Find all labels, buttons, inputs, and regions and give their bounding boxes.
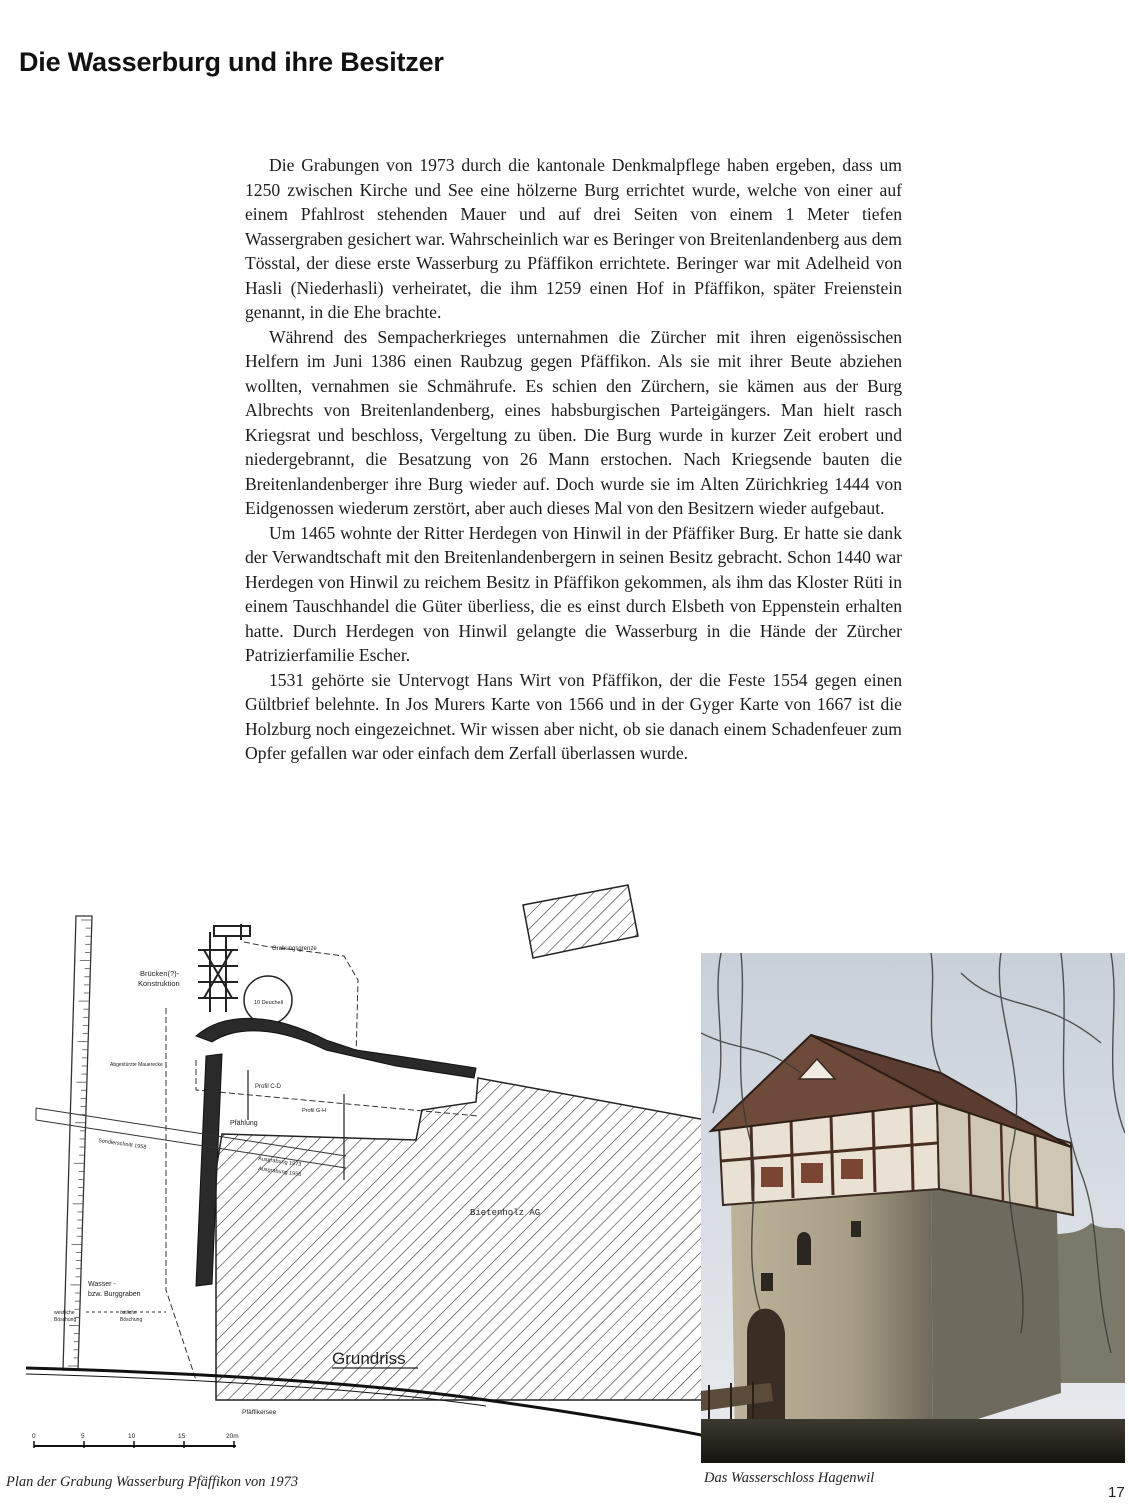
label-profil-cd: Profil C-D bbox=[255, 1084, 282, 1090]
scale-bar bbox=[34, 1441, 236, 1448]
label-grundriss: Grundriss bbox=[332, 1349, 406, 1368]
label-pfaehlung: Pfählung bbox=[230, 1120, 258, 1127]
label-deucheli: 10 Deucheli bbox=[254, 1000, 284, 1006]
label-westliche: westliche bbox=[54, 1310, 75, 1316]
scale-tick-label: 10 bbox=[128, 1433, 136, 1440]
survey-ruler bbox=[63, 916, 92, 1370]
label-bietenholz: Bietenholz AG bbox=[470, 1208, 541, 1218]
hatched-block-top bbox=[523, 885, 638, 958]
excavation-plan bbox=[26, 880, 706, 1455]
label-ausgrabung-1973: Ausgrabung 1973 bbox=[257, 1156, 302, 1169]
label-oestliche: östliche bbox=[120, 1310, 137, 1316]
photo-caption: Das Wasserschloss Hagenwil bbox=[704, 1470, 875, 1486]
label-ost-boeschung: Böschung bbox=[120, 1317, 143, 1323]
label-burggraben: bzw. Burggraben bbox=[88, 1291, 141, 1298]
article-paragraph: Die Grabungen von 1973 durch die kantonale Denkmalpflege haben ergeben, dass um 1250 zwischen Kirche und See eine hölzerne Burg errichtet wurde, welche von einer auf einem Pfahlrost stehenden Mauer und auf drei Seiten von einem 1 Meter tiefen Wassergraben gesichert war. Wahrscheinlich war es Beringer von Breitenlandenberg aus dem Tösstal, der diese erste Wasserburg zu Pfäffikon errichtete. Beringer war mit Adelheid von Hasli (Niederhasli) verheiratet, die ihm 1259 einen Hof in Pfäffikon, später Freienstein genannt, in die Ehe brachte. bbox=[245, 155, 902, 322]
label-mauerecke: Abgestürzte Mauerecke bbox=[110, 1062, 163, 1068]
scale-tick-label: 15 bbox=[178, 1433, 186, 1440]
article-body bbox=[245, 153, 902, 766]
label-konstruktion: Konstruktion bbox=[138, 979, 180, 988]
plan-caption: Plan der Grabung Wasserburg Pfäffikon von 1973 bbox=[6, 1474, 299, 1490]
hatched-building-area bbox=[216, 1078, 706, 1400]
label-pfaeffikersee: Pfäffikersee bbox=[242, 1409, 277, 1416]
label-ausgrabung-1958: Ausgrabung 1958 bbox=[257, 1166, 302, 1179]
label-profil-gh: Profil G-H bbox=[302, 1108, 327, 1114]
bridge-construction bbox=[198, 924, 250, 1012]
page-number: 17 bbox=[1108, 1484, 1125, 1501]
label-grabungsgrenze: Grabungsgrenze bbox=[272, 946, 317, 952]
label-wasser: Wasser - bbox=[88, 1281, 116, 1288]
page-title: Die Wasserburg und ihre Besitzer bbox=[19, 47, 444, 77]
scale-tick-label: 0 bbox=[32, 1433, 36, 1440]
castle-photo bbox=[701, 953, 1125, 1463]
scale-tick-label: 20m bbox=[226, 1433, 239, 1440]
article-paragraph: Um 1465 wohnte der Ritter Herdegen von Hinwil in der Pfäffiker Burg. Er hatte sie dank der Verwandtschaft mit den Breitenlandenbergern in seinen Besitz gebracht. Schon 1440 war Herdegen von Hinwil zu reichem Besitz in Pfäffikon gekommen, als ihm das Kloster Rüti in einem Tauschhandel die Güter überliess, die es einst durch Elsbeth von Eppenstein erhalten hatte. Durch Herdegen von Hinwil gelangte die Wasserburg in die Hände der Zürcher Patrizierfamilie Escher. bbox=[245, 522, 902, 665]
label-bruecken: Brücken(?)- bbox=[140, 969, 180, 978]
label-sondierschnitt: Sondierschnitt 1958 bbox=[97, 1138, 147, 1151]
article-paragraph: Während des Sempacherkrieges unternahmen die Zürcher mit ihren eigenössischen Helfern im Juni 1386 einen Raubzug gegen Pfäffikon. Als sie mit ihrer Beute abziehen wollten, vernahmen sie Schmährufe. Es schien den Zürchern, sie kämen aus der Burg Albrechts von Breitenlandenberg, eines habsburgischen Parteigängers. Man hielt rasch Kriegsrat und beschloss, Vergeltung zu üben. Die Burg wurde in kurzer Zeit erobert und niedergebrannt, die Besatzung von 26 Mann erstochen. Nach Kriegsende bauten die Breitenlandenberger ihre Burg wieder auf. Doch wurde sie im Alten Zürichkrieg 1444 von Eidgenossen wiederum zerstört, aber auch dieses Mal von den Besitzern wieder aufgebaut. bbox=[245, 326, 902, 518]
article-paragraph: 1531 gehörte sie Untervogt Hans Wirt von Pfäffikon, der die Feste 1554 gegen einen Gültbrief belehnte. In Jos Murers Karte von 1566 und in der Gyger Karte von 1667 ist die Holzburg noch eingezeichnet. Wir wissen aber nicht, ob sie danach einem Schadenfeuer zum Opfer gefallen war oder einfach dem Zerfall überlassen wurde. bbox=[245, 669, 902, 763]
label-west-boeschung: Böschung bbox=[54, 1317, 77, 1323]
scale-tick-label: 5 bbox=[81, 1433, 85, 1440]
